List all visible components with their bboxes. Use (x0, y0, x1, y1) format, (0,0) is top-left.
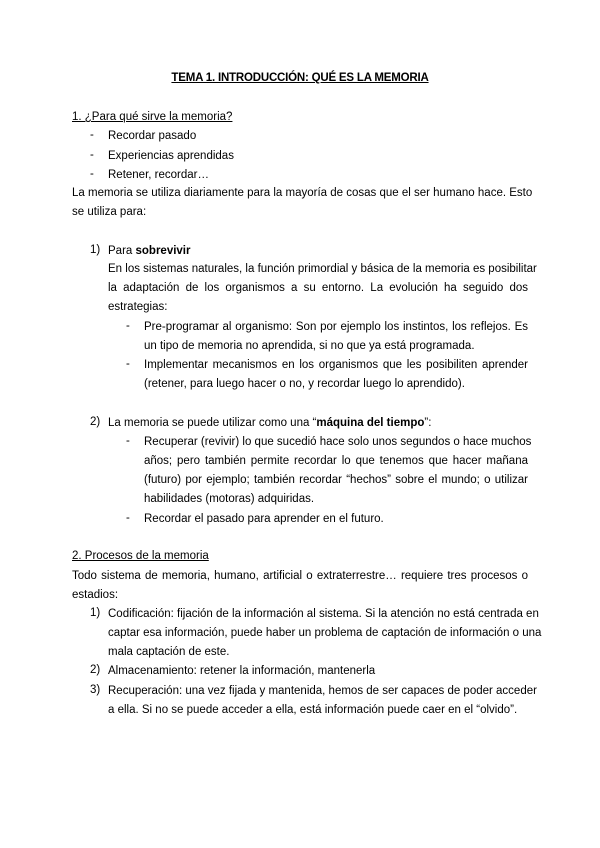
process-1-line-1: Codificación: fijación de la información al sistema. Si la atención no está centrada en (108, 608, 539, 620)
item-1-bold: sobrevivir (135, 245, 191, 257)
process-1-number: 1) (90, 607, 101, 619)
process-1-line-3: mala captación de este. (108, 646, 230, 658)
section-2-paragraph-line-1: Todo sistema de memoria, humano, artificial o extraterrestre… requiere tres procesos o (72, 570, 528, 582)
process-2-line-1: Almacenamiento: retener la información, mantenerla (108, 665, 376, 677)
section-1-heading: 1. ¿Para qué sirve la memoria? (72, 111, 233, 123)
item-1-heading: Para sobrevivir (108, 245, 191, 257)
bullet-3: Retener, recordar… (108, 169, 209, 181)
bullet-dash: - (126, 435, 130, 447)
section-1-paragraph-line-1: La memoria se utiliza diariamente para la mayoría de cosas que el ser humano hace. Esto (72, 187, 533, 199)
bullet-dash: - (90, 168, 94, 180)
bullet-dash: - (126, 512, 130, 524)
item-2-sub-1-line-2: años; pero también permite recordar lo que tenemos que hacer mañana (144, 455, 528, 467)
item-1-sub-2-line-1: Implementar mecanismos en los organismos que les posibiliten aprender (144, 359, 528, 371)
bullet-dash: - (90, 149, 94, 161)
bullet-dash: - (126, 358, 130, 370)
item-2-number: 2) (90, 416, 101, 428)
item-2-sub-1-line-3: (futuro) por ejemplo; también recordar “hechos” sobre el mundo; o utilizar (144, 474, 528, 486)
item-2-sub-2-line-1: Recordar el pasado para aprender en el futuro. (144, 513, 384, 525)
process-1-line-2: captar esa información, puede haber un problema de captación de información o una (108, 627, 542, 639)
bullet-2: Experiencias aprendidas (108, 150, 234, 162)
bullet-dash: - (90, 129, 94, 141)
bullet-1: Recordar pasado (108, 130, 197, 142)
bullet-dash: - (126, 320, 130, 332)
process-3-line-2: a ella. Si no se puede acceder a ella, está información puede caer en el “olvido”. (108, 704, 518, 716)
item-1-number: 1) (90, 244, 101, 256)
item-1-line-1: En los sistemas naturales, la función primordial y básica de la memoria es posibilitar (108, 263, 537, 275)
item-2-sub-1-line-1: Recuperar (revivir) lo que sucedió hace solo unos segundos o hace muchos (144, 436, 532, 448)
item-2-bold: máquina del tiempo (316, 417, 425, 429)
process-2-number: 2) (90, 664, 101, 676)
item-1-sub-2-line-2: (retener, para luego hacer o no, y recordar luego lo aprendido). (144, 378, 465, 390)
item-1-sub-1-line-2: un tipo de memoria no aprendida, si no que ya está programada. (144, 340, 475, 352)
page-title: TEMA 1. INTRODUCCIÓN: QUÉ ES LA MEMORIA (171, 72, 429, 84)
process-3-line-1: Recuperación: una vez fijada y mantenida, hemos de ser capaces de poder acceder (108, 685, 537, 697)
item-1-line-3: estrategias: (108, 301, 168, 313)
section-1-paragraph-line-2: se utiliza para: (72, 206, 147, 218)
item-2-heading: La memoria se puede utilizar como una “máquina del tiempo”: (108, 417, 432, 429)
process-3-number: 3) (90, 684, 101, 696)
item-1-line-2: la adaptación de los organismos a su entorno. La evolución ha seguido dos (108, 282, 528, 294)
section-2-paragraph-line-2: estadios: (72, 589, 119, 601)
item-2-sub-1-line-4: habilidades (motoras) adquiridas. (144, 493, 315, 505)
section-2-heading: 2. Procesos de la memoria (72, 550, 209, 562)
item-1-sub-1-line-1: Pre-programar al organismo: Son por ejemplo los instintos, los reflejos. Es (144, 321, 528, 333)
